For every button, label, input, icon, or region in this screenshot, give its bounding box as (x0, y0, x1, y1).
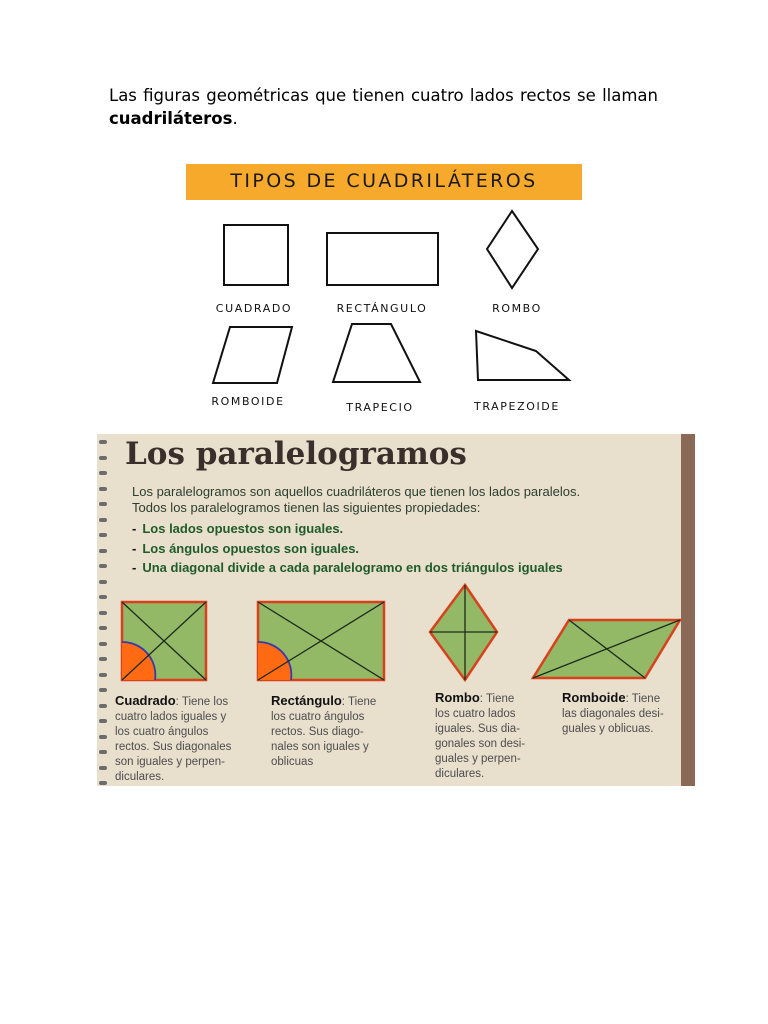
caption-line: : Tiene (341, 696, 377, 708)
caption-line: rectos. Sus diagonales (115, 741, 232, 753)
caption-line: : Tiene (479, 693, 515, 705)
description-line: Los paralelogramos son aquellos cuadriláteros que tienen los lados paralelos. (132, 484, 581, 499)
paralelogramos-panel (97, 434, 695, 786)
description-line: Todos los paralelogramos tienen las siguientes propiedades: (132, 500, 481, 515)
caption-name: Cuadrado (115, 693, 176, 708)
label-cuadrado: CUADRADO (215, 302, 293, 315)
intro-bold-term: cuadriláteros (109, 109, 233, 128)
caption-line: las diagonales desi- (562, 708, 664, 720)
caption-line: diculares. (435, 768, 485, 780)
caption-line: guales y perpen- (435, 753, 521, 765)
label-romboide: ROMBOIDE (211, 395, 285, 408)
property-text: Los lados opuestos son iguales. (142, 521, 344, 536)
trapezoid-irregular-shape (476, 331, 569, 380)
rhombus-figure (430, 585, 497, 680)
caption-line: los cuatro ángulos (271, 711, 365, 723)
property-item: - Los ángulos opuestos son iguales. (132, 540, 360, 556)
label-rombo: ROMBO (492, 302, 542, 315)
caption-line: : Tiene los (175, 696, 229, 708)
caption-line: son iguales y perpen- (115, 756, 225, 768)
rhomboid-shape (213, 327, 292, 383)
caption-romboide (562, 690, 687, 737)
property-item: - Los lados opuestos son iguales. (132, 521, 344, 536)
intro-period: . (232, 109, 238, 128)
property-text: Los ángulos opuestos son iguales. (142, 540, 360, 556)
caption-rectangulo (271, 693, 406, 770)
label-trapezoide: TRAPEZOIDE (474, 400, 560, 413)
caption-name: Rombo (435, 690, 480, 705)
caption-line: diculares. (115, 771, 165, 783)
paralelogramos-title: Los paralelogramos (125, 436, 467, 472)
caption-name: Romboide (562, 690, 626, 705)
caption-line: nales son iguales y (271, 741, 369, 753)
rectangle-shape (327, 233, 438, 285)
label-rectangulo: RECTÁNGULO (336, 302, 428, 315)
caption-line: los cuatro lados (435, 708, 516, 720)
caption-rombo (435, 690, 555, 782)
rhomboid-figure (533, 620, 680, 678)
property-text: Una diagonal divide a cada paralelogramo en dos triángulos iguales (142, 560, 563, 575)
caption-line: los cuatro ángulos (115, 726, 209, 738)
caption-line: gonales son desi- (435, 738, 526, 750)
caption-line: : Tiene (625, 693, 661, 705)
caption-line: cuatro lados iguales y (115, 711, 227, 723)
caption-name: Rectángulo (271, 693, 342, 708)
intro-paragraph (109, 84, 658, 130)
tipos-title: TIPOS DE CUADRILÁTEROS (230, 170, 538, 192)
tipos-cuadrilateros-figure (186, 164, 582, 420)
caption-cuadrado (115, 693, 250, 785)
caption-line: rectos. Sus diago- (271, 726, 364, 738)
trapezoid-shape (333, 324, 420, 382)
rectangle-figure (258, 602, 384, 680)
intro-text: Las figuras geométricas que tienen cuatro lados rectos se llaman (109, 86, 658, 105)
caption-line: guales y oblicuas. (562, 723, 654, 735)
caption-line: iguales. Sus dia- (435, 723, 521, 735)
square-figure (122, 602, 206, 680)
caption-line: oblicuas (271, 756, 314, 768)
quadrilateral-shapes (186, 164, 582, 420)
square-shape (224, 225, 288, 285)
property-item: - Una diagonal divide a cada paralelogramo en dos triángulos iguales (132, 560, 563, 575)
label-trapecio: TRAPECIO (346, 401, 414, 414)
rhombus-shape (487, 211, 538, 288)
